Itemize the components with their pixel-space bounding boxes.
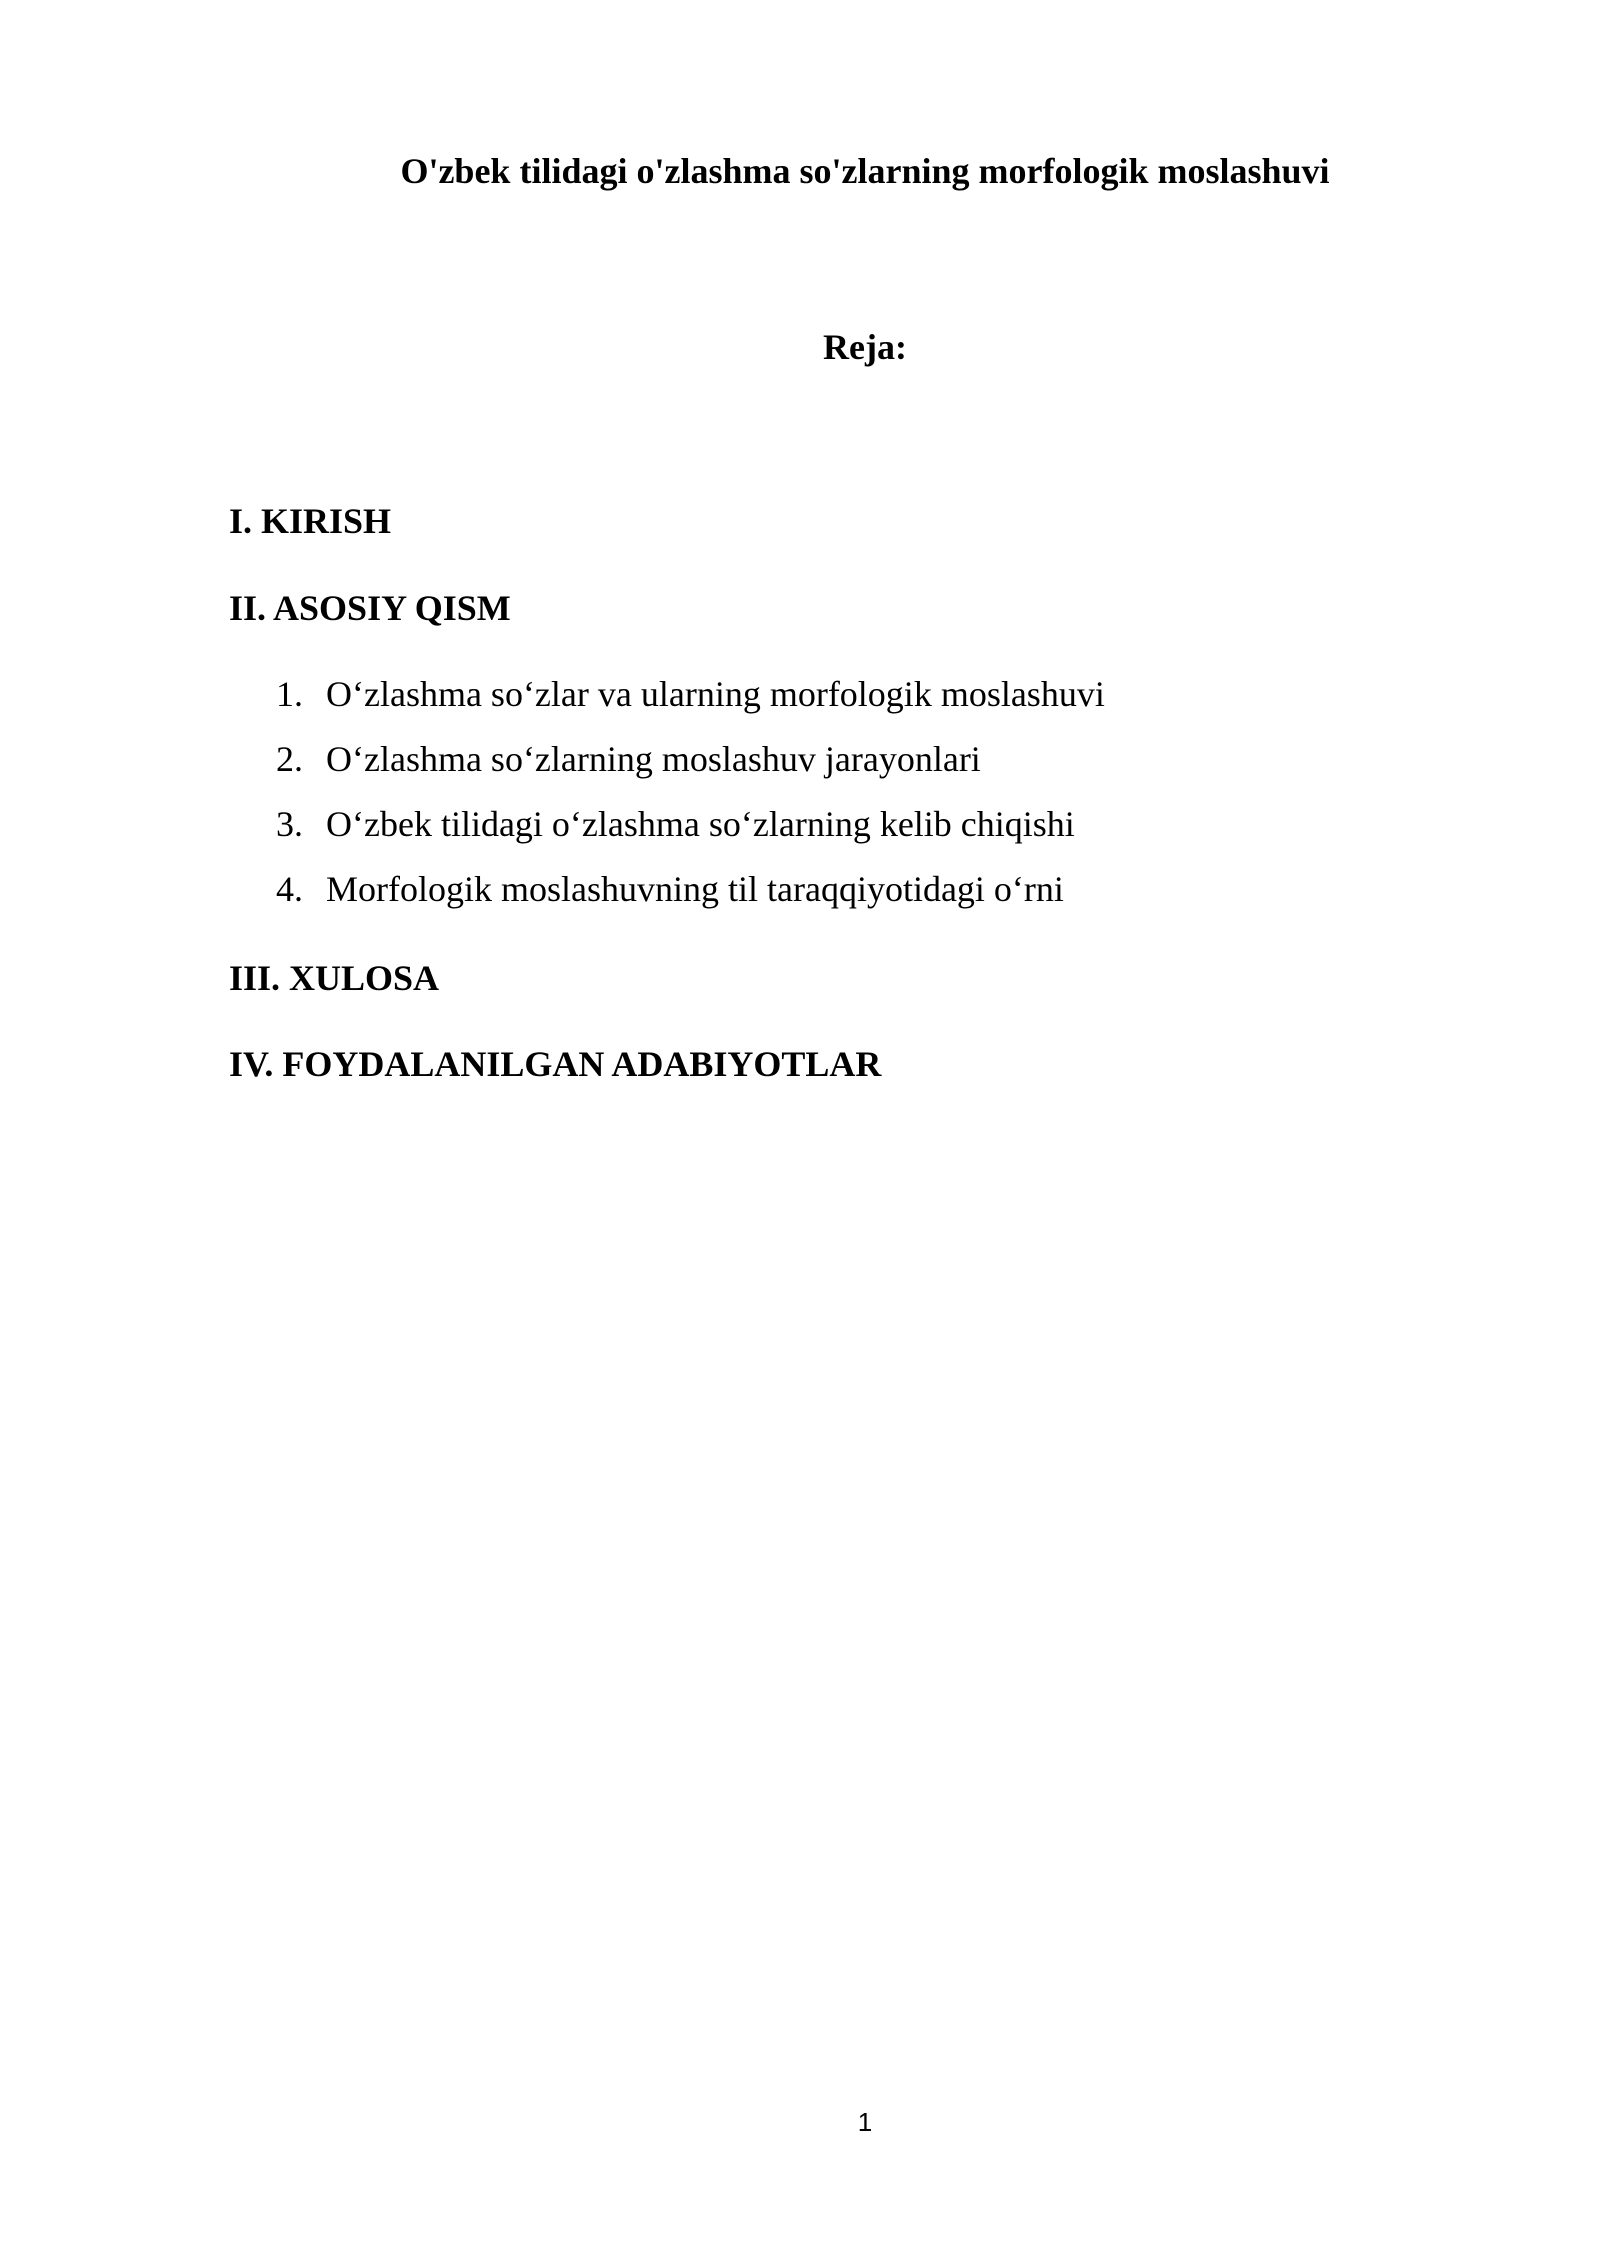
list-item-text: O‘zlashma so‘zlar va ularning morfologik moslashuvi <box>326 674 1105 714</box>
list-item <box>276 801 1075 847</box>
list-item-text: Morfologik moslashuvning til taraqqiyotidagi o‘rni <box>326 869 1064 909</box>
list-item <box>276 736 981 782</box>
document-title: O'zbek tilidagi o'zlashma so'zlarning morfologik moslashuvi <box>400 151 1330 191</box>
list-item-number: 2. <box>276 739 303 779</box>
list-item-number: 4. <box>276 869 303 909</box>
section-heading-xulosa: III. XULOSA <box>229 958 440 998</box>
list-item <box>276 671 1105 717</box>
section-heading-kirish: I. KIRISH <box>229 501 392 541</box>
section-heading-adabiyotlar: IV. FOYDALANILGAN ADABIYOTLAR <box>229 1044 882 1084</box>
list-item-text: O‘zlashma so‘zlarning moslashuv jarayonlari <box>326 739 981 779</box>
list-item <box>276 866 1064 912</box>
page-number: 1 <box>857 2107 873 2137</box>
list-item-number: 3. <box>276 804 303 844</box>
list-item-text: O‘zbek tilidagi o‘zlashma so‘zlarning kelib chiqishi <box>326 804 1075 844</box>
section-heading-asosiy-qism: II. ASOSIY QISM <box>229 588 511 628</box>
plan-heading: Reja: <box>823 327 907 367</box>
list-item-number: 1. <box>276 674 303 714</box>
